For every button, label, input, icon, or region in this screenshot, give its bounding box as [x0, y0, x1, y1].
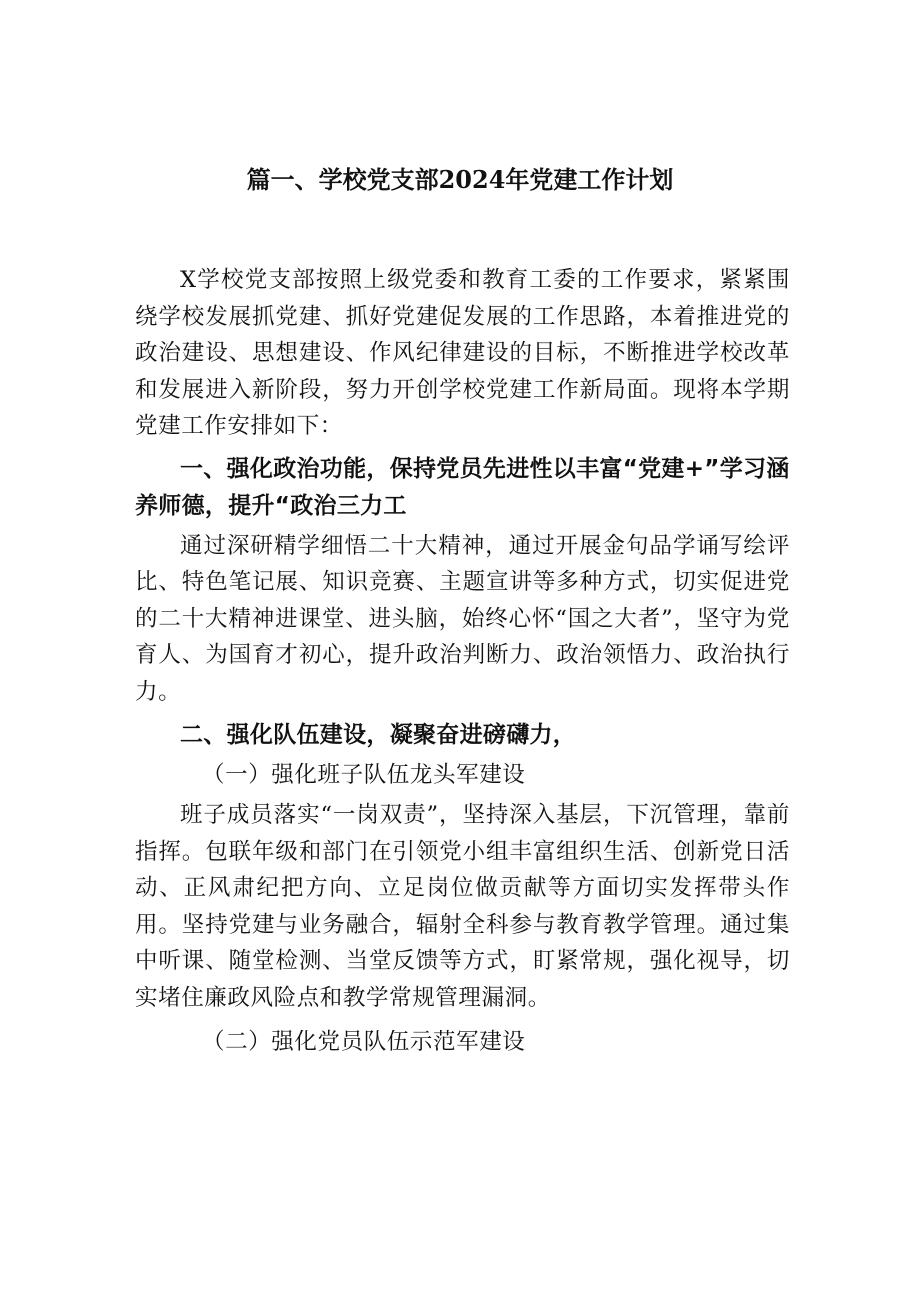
section-1-heading: 一、强化政治功能，保持党员先进性以丰富“党建+”学习涵养师德，提升“政治三力工: [135, 455, 790, 519]
section-2-heading: 二、强化队伍建设，凝聚奋进磅礴力，: [180, 722, 577, 748]
subsection-1-paragraph: 班子成员落实“一岗双责”，坚持深入基层，下沉管理，靠前指挥。包联年级和部门在引领党小组丰富组织生活、创新党日活动、正风肃纪把方向、立足岗位做贡献等方面切实发挥带头作用。坚持党建与业务融合，辐射全科参与教育教学管理。通过集中听课、随堂检测、当堂反馈等方式，盯紧常规，强化视导，切实堵住廉政风险点和教学常规管理漏洞。: [135, 802, 790, 1011]
subsection-2-heading: （二）强化党员队伍示范军建设: [202, 1029, 526, 1055]
intro-paragraph: X学校党支部按照上级党委和教育工委的工作要求，紧紧围绕学校发展抓党建、抓好党建促发展的工作思路，本着推进党的政治建设、思想建设、作风纪律建设的目标，不断推进学校改革和发展进入新阶段，努力开创学校党建工作新局面。现将本学期党建工作安排如下：: [135, 267, 790, 439]
section-1-paragraph: 通过深研精学细悟二十大精神，通过开展金句品学诵写绘评比、特色笔记展、知识竞赛、主题宣讲等多种方式，切实促进党的二十大精神进课堂、进头脑，始终心怀“国之大者”，坚守为党育人、为国育才初心，提升政治判断力、政治领悟力、政治执行力。: [135, 532, 790, 705]
document-title: 篇一、学校党支部2024年党建工作计划: [246, 165, 674, 194]
subsection-1-heading: （一）强化班子队伍龙头军建设: [202, 762, 526, 788]
document-body: [135, 262, 790, 1061]
